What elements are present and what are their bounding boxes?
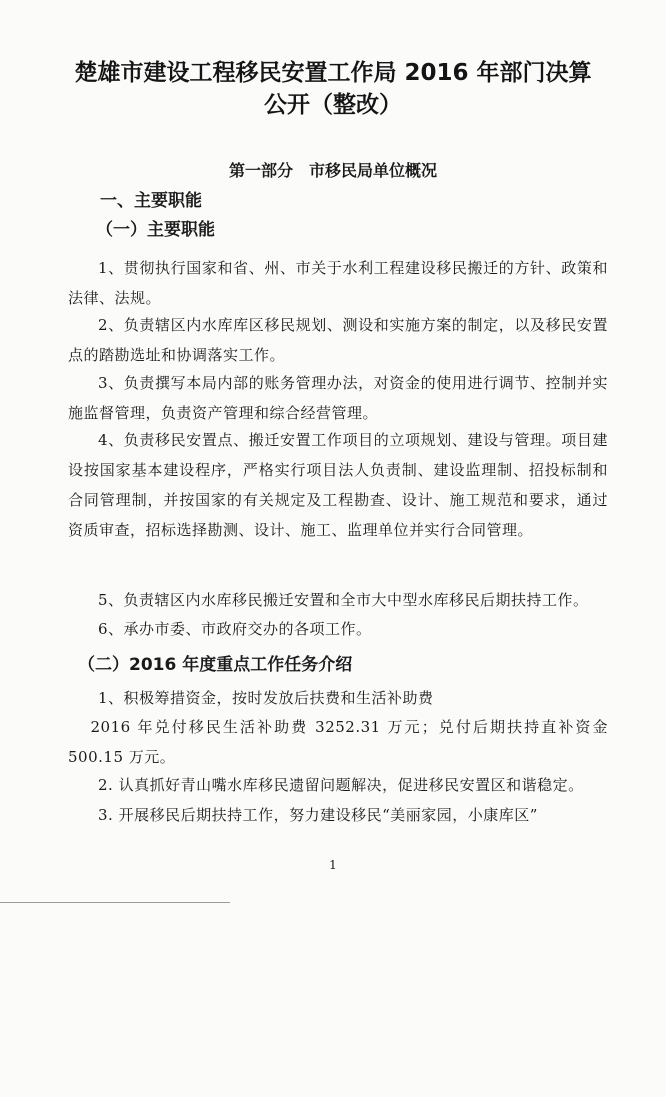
part-heading: 第一部分 市移民局单位概况 — [228, 161, 437, 180]
page-number: 1 — [329, 858, 337, 872]
duty-item-5: 5、负责辖区内水库移民搬迁安置和全市大中型水库移民后期扶持工作。 — [98, 591, 589, 609]
document-title-line-2: 公开（整改） — [264, 92, 402, 118]
duty-item-2: 2、负责辖区内水库库区移民规划、测设和实施方案的制定，以及移民安置点的踏勘选址和协调落实工作。 — [68, 316, 608, 364]
task-item-3: 3. 开展移民后期扶持工作，努力建设移民“美丽家园，小康库区” — [98, 806, 538, 824]
scan-artifact-line — [0, 902, 230, 903]
task-item-2: 2. 认真抓好青山嘴水库移民遗留问题解决，促进移民安置区和谐稳定。 — [98, 776, 584, 794]
subsection-heading-main-functions: （一）主要职能 — [96, 220, 215, 240]
subsection-heading-key-tasks: （二）2016 年度重点工作任务介绍 — [78, 655, 353, 675]
duty-item-3: 3、负责撰写本局内部的账务管理办法，对资金的使用进行调节、控制并实施监督管理，负责资产管理和综合经营管理。 — [68, 374, 608, 422]
duty-item-4: 4、负责移民安置点、搬迁安置工作项目的立项规划、建设与管理。项目建设按国家基本建设程序，严格实行项目法人负责制、建设监理制、招投标制和合同管理制，并按国家的有关规定及工程勘查、设计、施工规范和要求，通过资质审查，招标选择勘测、设计、施工、监理单位并实行合同管理。 — [68, 431, 608, 539]
task-item-1-detail: 2016 年兑付移民生活补助费 3252.31 万元；兑付后期扶持直补资金 500.15 万元。 — [68, 718, 608, 766]
duty-item-6: 6、承办市委、市政府交办的各项工作。 — [98, 620, 372, 638]
section-heading-main-functions: 一、主要职能 — [100, 191, 202, 211]
duty-item-1: 1、贯彻执行国家和省、州、市关于水利工程建设移民搬迁的方针、政策和法律、法规。 — [68, 259, 608, 307]
task-item-1: 1、积极筹措资金，按时发放后扶费和生活补助费 — [98, 689, 434, 707]
document-title-line-1: 楚雄市建设工程移民安置工作局 2016 年部门决算 — [74, 60, 592, 86]
